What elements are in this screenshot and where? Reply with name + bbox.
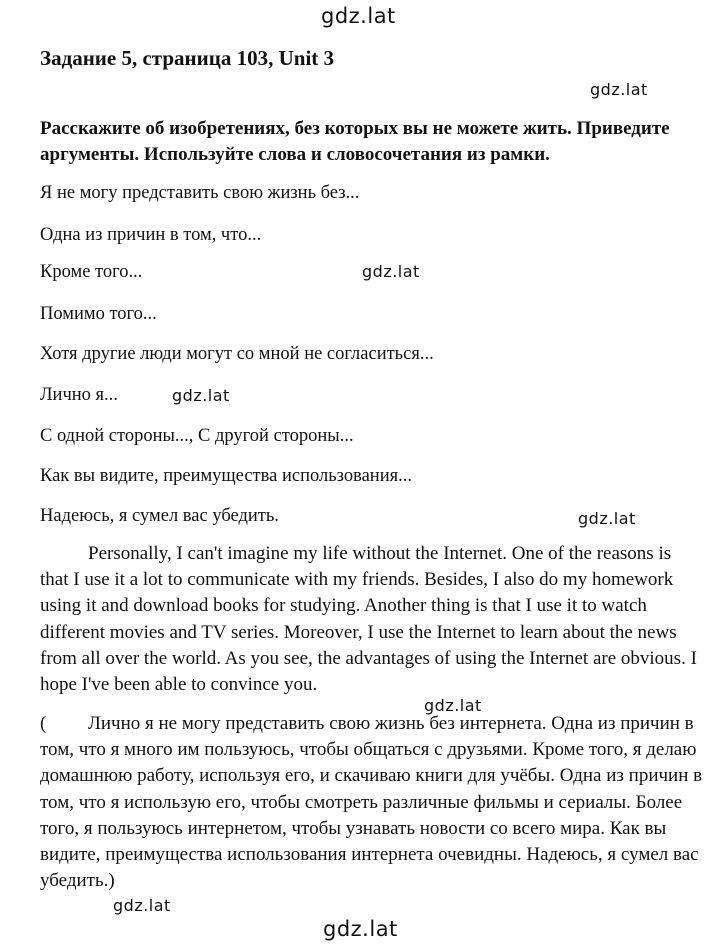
watermark: gdz.lat <box>578 509 636 528</box>
watermark: gdz.lat <box>362 262 420 281</box>
watermark: gdz.lat <box>113 896 171 915</box>
watermark: gdz.lat <box>321 4 396 28</box>
watermark: gdz.lat <box>424 696 482 715</box>
essay-english: Personally, I can't imagine my life without the Internet. One of the reasons is that I use it a lot to communicate with my friends. Besides, I also do my homework using it and download books for studying. Another thing is that I use it to watch different movies and TV series. Moreover, I use the Internet to learn about the news from all over the world. As you see, the advantages of using the Internet are obvious. I hope I've been able to convince you. <box>40 543 697 696</box>
phrase-item: Лично я... <box>40 385 118 405</box>
watermark: gdz.lat <box>323 917 398 941</box>
phrase-item: Хотя другие люди могут со мной не согласиться... <box>40 344 434 364</box>
page-title: Задание 5, страница 103, Unit 3 <box>40 46 335 70</box>
phrase-item: Помимо того... <box>40 304 157 324</box>
watermark: gdz.lat <box>590 80 648 99</box>
phrase-item: Как вы видите, преимущества использования... <box>40 466 412 486</box>
phrase-item: Я не могу представить свою жизнь без... <box>40 183 360 203</box>
phrase-item: Надеюсь, я сумел вас убедить. <box>40 506 279 526</box>
essay-russian <box>40 711 704 894</box>
task-instruction: Расскажите об изобретениях, без которых вы не можете жить. Приведите аргументы. Используйте слова и словосочетания из рамки. <box>40 118 670 165</box>
phrase-item: Кроме того... <box>40 262 143 282</box>
open-paren: ( <box>40 713 47 734</box>
essay-russian-text: Лично я не могу представить свою жизнь без интернета. Одна из причин в том, что я много им пользуюсь, чтобы общаться с друзьями. Кроме того, я делаю домашнюю работу, используя его, и скачиваю книги для учёбы. Одна из причин в том, что я использую его, чтобы смотреть различные фильмы и сериалы. Более того, я пользуюсь интернетом, чтобы узнавать новости со всего мира. Как вы видите, преимущества использования интернета очевидны. Надеюсь, я сумел вас убедить.) <box>40 713 703 892</box>
phrase-item: Одна из причин в том, что... <box>40 225 262 245</box>
phrase-item: С одной стороны..., С другой стороны... <box>40 426 354 446</box>
watermark: gdz.lat <box>172 386 230 405</box>
